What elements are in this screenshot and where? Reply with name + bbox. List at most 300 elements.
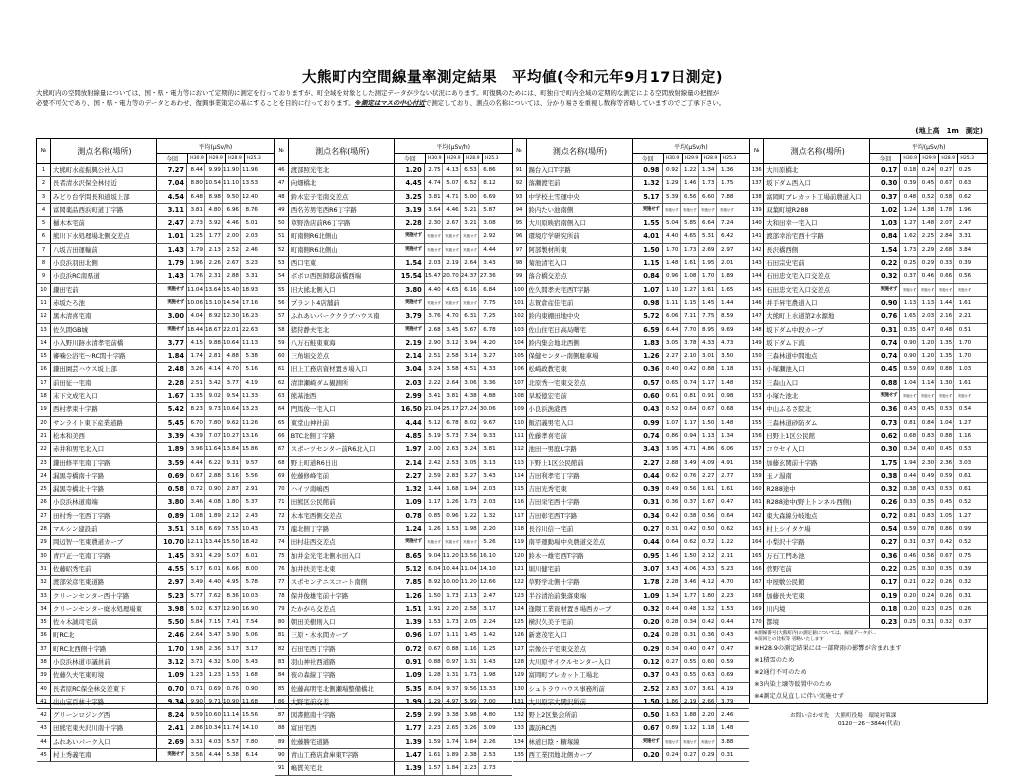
row-past-value: 0.52 xyxy=(918,191,936,203)
row-past-value: 実施せず xyxy=(900,390,918,402)
row-past-value: 2.88 xyxy=(223,270,241,282)
row-past-value: 6.01 xyxy=(245,552,258,559)
row-past-value: 0.61 xyxy=(663,390,681,402)
row-past-value: 0.44 xyxy=(900,470,918,482)
table-row xyxy=(37,244,274,257)
row-past-value: 9.33 xyxy=(483,432,496,439)
row-past-value: 0.76 xyxy=(223,683,241,695)
row-past-value: 7.25 xyxy=(483,313,496,320)
row-location: 西口宅東 xyxy=(289,257,395,269)
header-h3: H28.9 xyxy=(463,154,482,163)
row-current-value: 10.70 xyxy=(157,536,187,548)
row-no: 144 xyxy=(750,270,764,282)
row-past-value: 2.65 xyxy=(443,722,461,734)
row-past-value: 5.06 xyxy=(245,632,258,639)
table-row xyxy=(37,576,274,589)
table-row xyxy=(275,350,512,363)
row-location: 鎌田宅前 xyxy=(51,284,157,296)
table-row xyxy=(37,483,274,496)
row-past-value: 1.04 xyxy=(900,377,918,389)
table-row xyxy=(750,603,987,616)
row-current-value: 1.09 xyxy=(633,590,663,602)
row-past-value: 実施せず xyxy=(719,207,734,212)
row-location: スポセンテニスコート南側 xyxy=(289,576,395,588)
row-past-value: 0.62 xyxy=(958,193,972,200)
row-past-value: 4.80 xyxy=(483,712,496,719)
row-past-value: 2.64 xyxy=(187,629,205,641)
row-no: 76 xyxy=(275,563,289,575)
row-past-value: 2.01 xyxy=(721,260,734,267)
table-row xyxy=(513,430,750,443)
row-current-value: 実施せず xyxy=(395,536,425,548)
row-past-value: 0.88 xyxy=(425,656,443,668)
row-past-value: 2.46 xyxy=(245,246,258,253)
row-past-value: 5.37 xyxy=(245,499,258,506)
row-location: 鈴内たい池南側 xyxy=(527,204,633,216)
row-past-value: 実施せず xyxy=(957,287,972,292)
row-current-value: 4.54 xyxy=(157,191,187,203)
row-current-value: 0.44 xyxy=(633,536,663,548)
row-past-value: 4.74 xyxy=(425,177,443,189)
intro-emphasis: ※測定はマスの中心付近 xyxy=(354,99,425,107)
table-row xyxy=(513,390,750,403)
row-no: 79 xyxy=(275,603,289,615)
row-past-value: 0.64 xyxy=(681,403,699,415)
row-past-value: 2.81 xyxy=(205,350,223,362)
row-past-value: 1.22 xyxy=(721,539,734,546)
row-no: 37 xyxy=(37,643,51,655)
row-no: 100 xyxy=(513,284,527,296)
row-current-value: 0.89 xyxy=(157,510,187,522)
table-row xyxy=(37,164,274,177)
row-past-value: 11.68 xyxy=(241,698,258,705)
table-row xyxy=(275,310,512,323)
row-current-value: 0.17 xyxy=(870,164,900,176)
table-row xyxy=(513,523,750,536)
row-location: 田村秀一宅西丁字路 xyxy=(51,510,157,522)
table-row xyxy=(513,310,750,323)
row-current-value: 0.43 xyxy=(633,403,663,415)
row-past-value: 7.34 xyxy=(461,430,479,442)
row-past-value: 4.51 xyxy=(461,363,479,375)
table-row xyxy=(275,430,512,443)
row-past-value: 1.68 xyxy=(443,483,461,495)
row-past-value: 6.14 xyxy=(245,752,258,759)
row-past-value: 0.59 xyxy=(900,523,918,535)
row-past-value: 0.61 xyxy=(958,472,972,479)
row-past-value: 6.44 xyxy=(663,324,681,336)
row-current-value: 実施せず xyxy=(157,284,187,296)
row-location: 渡部栄彦宅東道路 xyxy=(51,576,157,588)
row-past-value: 5.85 xyxy=(681,217,699,229)
row-location: 日野上1区公民館 xyxy=(764,430,870,442)
table-row xyxy=(275,403,512,416)
row-past-value: 11.13 xyxy=(241,339,258,346)
row-location: 長沢橋西側 xyxy=(764,244,870,256)
row-past-value: 4.40 xyxy=(425,284,443,296)
row-no: 163 xyxy=(750,523,764,535)
row-past-value: 10.06 xyxy=(187,297,205,309)
row-past-value: 0.83 xyxy=(918,510,936,522)
row-past-value: 1.70 xyxy=(958,353,972,360)
table-row xyxy=(37,284,274,297)
row-location: 鈴内集会地北西側 xyxy=(527,337,633,349)
row-no: 167 xyxy=(750,576,764,588)
row-location: 林道日陰・糖塚線 xyxy=(527,736,633,748)
row-no: 30 xyxy=(37,550,51,562)
row-past-value: 0.43 xyxy=(918,483,936,495)
row-past-value: 14.10 xyxy=(241,725,258,732)
row-location: 小良浜RC南県道 xyxy=(51,270,157,282)
row-current-value: 2.69 xyxy=(157,736,187,748)
row-past-value: 3.16 xyxy=(223,470,241,482)
row-past-value: 5.87 xyxy=(483,206,496,213)
row-past-value: 8.92 xyxy=(205,310,223,322)
table-row xyxy=(513,510,750,523)
row-no: 82 xyxy=(275,643,289,655)
header-h2: H29.9 xyxy=(206,154,225,163)
row-current-value: 0.30 xyxy=(870,443,900,455)
row-past-value: 12.30 xyxy=(223,310,241,322)
row-past-value: 2.25 xyxy=(918,230,936,242)
table-rows xyxy=(750,164,987,703)
row-no: 106 xyxy=(513,363,527,375)
row-past-value: 13.16 xyxy=(241,432,258,439)
row-no: 38 xyxy=(37,656,51,668)
row-past-value: 4.38 xyxy=(461,390,479,402)
row-past-value: 0.67 xyxy=(936,550,954,562)
row-past-value: 0.52 xyxy=(958,499,972,506)
row-no: 122 xyxy=(513,576,527,588)
row-no: 33 xyxy=(37,590,51,602)
table-row xyxy=(513,483,750,496)
row-current-value: 0.20 xyxy=(633,749,663,761)
row-current-value: 0.95 xyxy=(633,550,663,562)
row-past-value: 1.22 xyxy=(461,510,479,522)
row-past-value: 0.46 xyxy=(918,270,936,282)
row-location: 三森山入口 xyxy=(764,377,870,389)
row-past-value: 2.03 xyxy=(483,486,496,493)
row-past-value: 2.67 xyxy=(443,217,461,229)
row-past-value: 0.53 xyxy=(958,446,972,453)
row-current-value: 1.09 xyxy=(157,669,187,681)
row-past-value: 6.64 xyxy=(699,217,717,229)
row-no: 19 xyxy=(37,403,51,415)
row-location: 大熊町水産振興公社入口 xyxy=(51,164,157,176)
row-no: 127 xyxy=(513,643,527,655)
row-past-value: 5.21 xyxy=(461,204,479,216)
table-row xyxy=(513,204,750,217)
table-row xyxy=(750,177,987,190)
row-past-value: 0.26 xyxy=(936,576,954,588)
row-no: 160 xyxy=(750,483,764,495)
row-location: 西名芳男宅西R6丁字路 xyxy=(289,204,395,216)
row-past-value: 0.84 xyxy=(918,417,936,429)
row-current-value: 2.52 xyxy=(633,683,663,695)
row-no: 80 xyxy=(275,616,289,628)
row-past-value: 0.46 xyxy=(900,550,918,562)
row-past-value: 6.16 xyxy=(461,284,479,296)
row-no: 115 xyxy=(513,483,527,495)
row-past-value: 12.90 xyxy=(223,603,241,615)
note-small-1: ※測線番号(大熊町内)の測定値については、線量データが… xyxy=(754,631,877,637)
row-location: 坂下ダム中段カーブ xyxy=(764,324,870,336)
row-no: 75 xyxy=(275,550,289,562)
row-past-value: 15.47 xyxy=(425,270,443,282)
row-location: 門馬俊一宅入口 xyxy=(289,403,395,415)
row-past-value: 2.59 xyxy=(425,470,443,482)
table-row xyxy=(37,377,274,390)
row-past-value: 5.02 xyxy=(187,603,205,615)
row-past-value: 0.31 xyxy=(721,752,734,759)
row-past-value: 6.53 xyxy=(461,164,479,176)
row-no: 165 xyxy=(750,550,764,562)
row-past-value: 実施せず xyxy=(425,536,443,548)
row-past-value: 22.01 xyxy=(223,324,241,336)
row-past-value: 0.67 xyxy=(936,177,954,189)
row-location: 旧大熊北側入口 xyxy=(289,284,395,296)
row-past-value: 8.92 xyxy=(425,576,443,588)
row-past-value: 3.49 xyxy=(187,576,205,588)
row-location: 渡部幸治宅西十字路 xyxy=(764,230,870,242)
row-past-value: 0.78 xyxy=(918,523,936,535)
row-past-value: 2.52 xyxy=(223,244,241,256)
row-no: 164 xyxy=(750,536,764,548)
row-past-value: 1.31 xyxy=(443,669,461,681)
row-past-value: 5.23 xyxy=(721,565,734,572)
row-current-value: 0.98 xyxy=(633,164,663,176)
row-past-value: 4.44 xyxy=(205,749,223,761)
row-past-value: 0.68 xyxy=(721,406,734,413)
row-location: 小良浜漁港西 xyxy=(527,403,633,415)
row-past-value: 3.45 xyxy=(443,324,461,336)
table-row xyxy=(513,696,750,709)
row-past-value: 5.26 xyxy=(483,539,496,546)
row-past-value: 3.81 xyxy=(483,446,496,453)
row-no: 16 xyxy=(37,363,51,375)
header-average: 平均(μSv/h) xyxy=(870,139,987,154)
row-past-value: 0.74 xyxy=(681,377,699,389)
table-row xyxy=(750,550,987,563)
row-past-value: 1.17 xyxy=(425,496,443,508)
row-past-value: 実施せず xyxy=(443,230,461,242)
row-past-value: 11.20 xyxy=(443,550,461,562)
row-past-value: 2.10 xyxy=(681,350,699,362)
row-past-value: 0.24 xyxy=(918,164,936,176)
row-no: 87 xyxy=(275,709,289,721)
row-location: 青戸正一宅南丁字路 xyxy=(51,550,157,562)
row-past-value: 1.65 xyxy=(721,286,734,293)
table-row xyxy=(37,204,274,217)
row-current-value: 1.54 xyxy=(870,244,900,256)
header-name: 測点名称(場所) xyxy=(527,139,633,163)
row-no: 34 xyxy=(37,603,51,615)
row-location: クリーンセンター西十字路 xyxy=(51,590,157,602)
row-past-value: 16.10 xyxy=(479,552,496,559)
row-current-value: 1.78 xyxy=(633,576,663,588)
table-row xyxy=(275,643,512,656)
row-no: 42 xyxy=(37,709,51,721)
row-past-value: 0.91 xyxy=(699,390,717,402)
row-no: 92 xyxy=(513,177,527,189)
row-past-value: 4.88 xyxy=(223,350,241,362)
row-location: 図書館南十字路 xyxy=(289,709,395,721)
row-past-value: 4.19 xyxy=(721,685,734,692)
row-past-value: 1.80 xyxy=(699,590,717,602)
row-past-value: 5.99 xyxy=(461,696,479,708)
row-past-value: 3.41 xyxy=(425,390,443,402)
table-row xyxy=(275,656,512,669)
row-past-value: 3.46 xyxy=(681,576,699,588)
row-past-value: 7.80 xyxy=(245,738,258,745)
row-past-value: 27.24 xyxy=(461,403,479,415)
row-current-value: 2.47 xyxy=(157,217,187,229)
row-past-value: 0.26 xyxy=(936,590,954,602)
row-past-value: 27.36 xyxy=(479,273,496,280)
row-no: 130 xyxy=(513,683,527,695)
row-current-value: 3.43 xyxy=(633,443,663,455)
row-past-value: 0.45 xyxy=(936,496,954,508)
row-past-value: 1.18 xyxy=(699,722,717,734)
row-current-value: 4.55 xyxy=(157,563,187,575)
row-no: 54 xyxy=(275,270,289,282)
row-past-value: 9.37 xyxy=(443,683,461,695)
row-past-value: 5.07 xyxy=(223,550,241,562)
row-past-value: 1.95 xyxy=(699,257,717,269)
row-past-value: 1.57 xyxy=(425,762,443,774)
row-no: 104 xyxy=(513,337,527,349)
row-past-value: 3.24 xyxy=(425,363,443,375)
note-small-2: ※前回との比較等 省略いたします xyxy=(754,637,824,643)
table-row xyxy=(750,483,987,496)
row-current-value: 1.50 xyxy=(633,696,663,708)
table-row xyxy=(37,643,274,656)
row-no: 27 xyxy=(37,510,51,522)
row-past-value: 1.15 xyxy=(681,297,699,309)
table-block-4 xyxy=(750,139,987,703)
table-row xyxy=(275,257,512,270)
row-location: 町RC北西側十字路 xyxy=(51,643,157,655)
row-location: サンライト東下産業道路 xyxy=(51,417,157,429)
row-past-value: 18.42 xyxy=(241,539,258,546)
table-row xyxy=(275,217,512,230)
row-location: 志賀倉産佳宅前 xyxy=(527,297,633,309)
row-past-value: 0.54 xyxy=(958,406,972,413)
row-past-value: 0.81 xyxy=(900,417,918,429)
row-past-value: 1.35 xyxy=(187,390,205,402)
row-past-value: 2.00 xyxy=(223,230,241,242)
row-no: 22 xyxy=(37,443,51,455)
table-row xyxy=(37,363,274,376)
row-past-value: 1.35 xyxy=(936,350,954,362)
row-past-value: 2.67 xyxy=(223,257,241,269)
row-past-value: 3.81 xyxy=(443,390,461,402)
row-past-value: 1.44 xyxy=(936,297,954,309)
row-past-value: 2.20 xyxy=(443,603,461,615)
row-current-value: 0.72 xyxy=(395,643,425,655)
header-h4: H25.3 xyxy=(720,154,739,163)
row-past-value: 10.44 xyxy=(443,563,461,575)
row-past-value: 2.26 xyxy=(205,257,223,269)
row-past-value: 5.12 xyxy=(425,417,443,429)
row-past-value: 30.06 xyxy=(479,406,496,413)
row-no: 169 xyxy=(750,603,764,615)
row-past-value: 0.55 xyxy=(681,669,699,681)
row-past-value: 9.31 xyxy=(223,457,241,469)
row-past-value: 8.59 xyxy=(721,313,734,320)
row-current-value: 0.99 xyxy=(633,417,663,429)
row-past-value: 0.24 xyxy=(663,749,681,761)
row-location: 野上町道R6日出 xyxy=(289,457,395,469)
row-past-value: 0.90 xyxy=(205,483,223,495)
row-past-value: 0.75 xyxy=(958,552,972,559)
row-past-value: 1.84 xyxy=(461,736,479,748)
row-past-value: 2.46 xyxy=(721,712,734,719)
row-location: 佐藤高明宅北側瀬場整備橋北 xyxy=(289,683,395,695)
row-location: クリーンセンター廃水処理場東 xyxy=(51,603,157,615)
row-past-value: 5.73 xyxy=(443,430,461,442)
row-no: 67 xyxy=(275,443,289,455)
note-n4: ※3内染土壌等仮置中のため xyxy=(754,681,832,689)
row-location: 八万石鮭東東海 xyxy=(289,337,395,349)
row-location: 佐藤昭秀宅前 xyxy=(51,563,157,575)
row-past-value: 13.23 xyxy=(241,406,258,413)
row-no: 49 xyxy=(275,204,289,216)
row-current-value: 1.39 xyxy=(395,616,425,628)
row-no: 111 xyxy=(513,430,527,442)
row-past-value: 9.54 xyxy=(223,390,241,402)
row-current-value: 0.22 xyxy=(870,257,900,269)
row-current-value: 3.39 xyxy=(157,430,187,442)
row-past-value: 13.56 xyxy=(461,550,479,562)
row-past-value: 1.10 xyxy=(663,284,681,296)
row-no: 81 xyxy=(275,629,289,641)
row-past-value: 2.23 xyxy=(425,722,443,734)
table-row xyxy=(37,337,274,350)
row-no: 58 xyxy=(275,324,289,336)
note-n2: ※1積雪のため xyxy=(754,657,795,665)
row-past-value: 1.61 xyxy=(681,257,699,269)
row-no: 62 xyxy=(275,377,289,389)
table-row xyxy=(275,696,512,709)
row-past-value: 1.36 xyxy=(721,167,734,173)
row-current-value: 1.84 xyxy=(157,350,187,362)
row-no: 18 xyxy=(37,390,51,402)
row-past-value: 0.43 xyxy=(900,403,918,415)
row-past-value: 3.43 xyxy=(663,563,681,575)
row-past-value: 4.04 xyxy=(187,310,205,322)
row-past-value: 0.76 xyxy=(681,470,699,482)
row-past-value: 実施せず xyxy=(461,536,479,548)
row-past-value: 3.96 xyxy=(187,443,205,455)
row-past-value: 1.91 xyxy=(425,603,443,615)
row-past-value: 1.70 xyxy=(699,270,717,282)
row-past-value: 7.11 xyxy=(681,310,699,322)
row-past-value: 1.26 xyxy=(425,523,443,535)
row-past-value: 0.86 xyxy=(663,430,681,442)
row-past-value: 1.98 xyxy=(461,523,479,535)
row-past-value: 1.11 xyxy=(443,629,461,641)
table-row xyxy=(275,377,512,390)
row-past-value: 1.25 xyxy=(187,230,205,242)
row-no: 88 xyxy=(275,722,289,734)
row-past-value: 4.14 xyxy=(205,363,223,375)
row-past-value: 3.21 xyxy=(461,217,479,229)
row-past-value: 4.88 xyxy=(483,393,496,400)
row-current-value: 4.44 xyxy=(395,417,425,429)
row-current-value: 0.36 xyxy=(870,550,900,562)
row-location: 西工業団地北側カーブ xyxy=(527,749,633,761)
